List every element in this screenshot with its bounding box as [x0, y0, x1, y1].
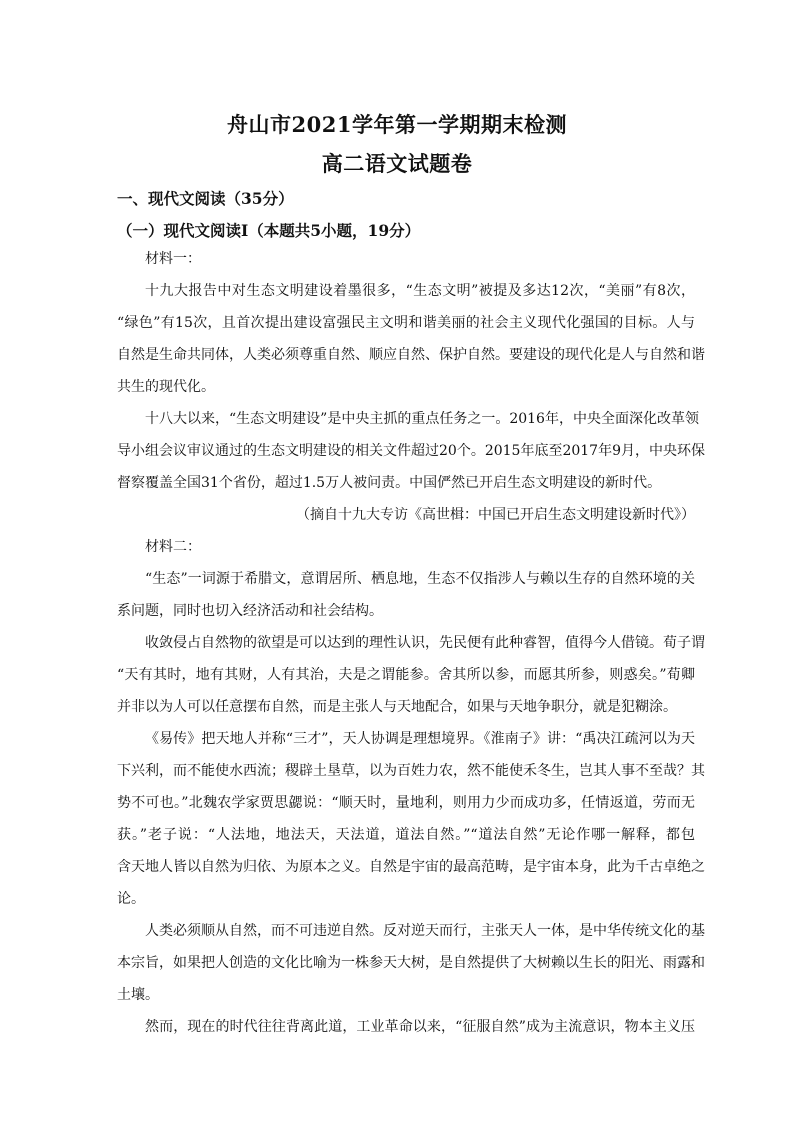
paragraph-line: “生态”一词源于希腊文，意谓居所、栖息地，生态不仅指涉人与赖以生存的自然环境的关	[145, 571, 695, 587]
paragraph-line: 势不可也。”北魏农学家贾思勰说：“顺天时，量地利，则用力少而成功多，任情返道，劳而无	[117, 795, 695, 811]
source-citation: （摘自十九大专访《高世楫：中国已开启生态文明建设新时代》）	[296, 507, 695, 523]
paragraph-line: 并非以为人可以任意摆布自然，而是主张人与天地配合，如果与天地争职分，就是犯糊涂。	[117, 699, 677, 715]
paragraph-line: 人类必须顺从自然，而不可违逆自然。反对逆天而行，主张天人一体，是中华传统文化的基	[145, 923, 705, 939]
paragraph-line: 收敛侵占自然物的欲望是可以达到的理性认识，先民便有此种睿智，值得今人借镜。荀子谓	[145, 635, 705, 651]
paragraph-line: 十九大报告中对生态文明建设着墨很多，“生态文明”被提及多达12次，“美丽”有8次，	[145, 283, 695, 299]
paragraph-line: 导小组会议审议通过的生态文明建设的相关文件超过20个。2015年底至2017年9月，中央环保	[117, 443, 705, 459]
paragraph-line: 《易传》把天地人并称“三才”，天人协调是理想境界。《淮南子》讲：“禹决江疏河以为天	[145, 731, 695, 747]
paragraph-line: 十八大以来，“生态文明建设”是中央主抓的重点任务之一。2016年，中央全面深化改革领	[145, 411, 699, 427]
paragraph-line: 土壤。	[117, 987, 159, 1003]
paragraph-line: 自然是生命共同体，人类必须尊重自然、顺应自然、保护自然。要建设的现代化是人与自然和谐	[117, 347, 705, 363]
paragraph-line: 获。”老子说：“人法地，地法天，天法道，道法自然。”“道法自然”无论作哪一解释，都包	[117, 827, 695, 843]
paragraph-line: 督察覆盖全国31个省份，超过1.5万人被问责。中国俨然已开启生态文明建设的新时代。	[117, 475, 662, 491]
paragraph-line: 论。	[117, 891, 145, 907]
paragraph-line: 含天地人皆以自然为归依、为原本之义。自然是宇宙的最高范畴，是宇宙本身，此为千古卓绝之	[117, 859, 705, 875]
paragraph-line: 共生的现代化。	[117, 379, 215, 395]
paragraph-line: “天有其时，地有其财，人有其治，夫是之谓能参。舍其所以参，而愿其所参，则惑矣。”荀卿	[117, 667, 695, 683]
paragraph-line: 然而，现在的时代往往背离此道，工业革命以来，“征服自然”成为主流意识，物本主义压	[145, 1019, 695, 1035]
page-title: 舟山市2021学年第一学期期末检测	[227, 112, 567, 137]
subsection-heading: （一）现代文阅读Ⅰ（本题共5小题，19分）	[117, 221, 421, 240]
paragraph-line: 下兴利，而不能使水西流；稷辟土垦草，以为百姓力农，然不能使禾冬生，岂其人事不至哉？其	[117, 763, 705, 779]
paragraph-line: “绿色”有15次，且首次提出建设富强民主文明和谐美丽的社会主义现代化强国的目标。人与	[117, 315, 695, 331]
paragraph-line: 系问题，同时也切入经济活动和社会结构。	[117, 603, 383, 619]
section-heading: 一、现代文阅读（35分）	[117, 189, 294, 208]
page-subtitle: 高二语文试题卷	[321, 151, 473, 176]
paragraph-line: 本宗旨，如果把人创造的文化比喻为一株参天大树，是自然提供了大树赖以生长的阳光、雨露和	[117, 955, 705, 971]
material-label: 材料二：	[145, 539, 201, 555]
material-label: 材料一：	[145, 251, 201, 267]
